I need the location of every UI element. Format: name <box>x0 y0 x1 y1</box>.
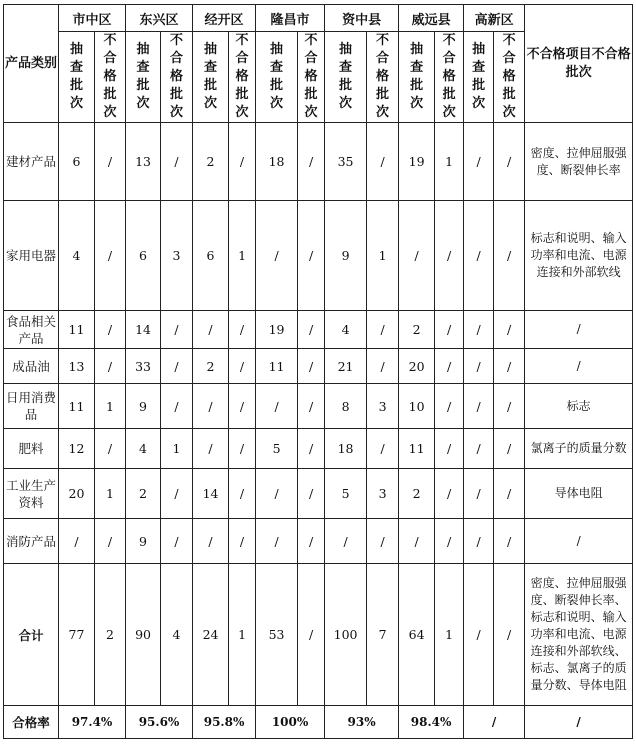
table-row <box>4 519 633 564</box>
value-cell: / <box>494 469 525 519</box>
category-cell: 食品相关产品 <box>4 311 59 349</box>
table-row <box>4 429 633 469</box>
failed-header-label: 不合格批次 <box>103 33 117 120</box>
value-cell: / <box>435 201 464 311</box>
value-cell: 11 <box>59 311 95 349</box>
value-cell: / <box>256 384 298 429</box>
value-cell: / <box>298 469 325 519</box>
checked-header-label: 抽查批次 <box>204 42 218 111</box>
value-cell: 19 <box>399 123 435 201</box>
value-cell: / <box>367 123 399 201</box>
category-cell: 消防产品 <box>4 519 59 564</box>
failed-header <box>229 32 256 123</box>
corner-header <box>4 5 59 123</box>
value-cell: / <box>256 469 298 519</box>
total-value-cell: 4 <box>161 564 193 706</box>
value-cell: 9 <box>126 384 161 429</box>
value-cell: / <box>464 469 494 519</box>
checked-header <box>256 32 298 123</box>
category-cell: 肥料 <box>4 429 59 469</box>
pass-rate-cell: 97.4% <box>59 706 126 739</box>
value-cell: / <box>95 201 126 311</box>
value-cell: 11 <box>399 429 435 469</box>
total-value-cell: 1 <box>229 564 256 706</box>
value-cell: 1 <box>161 429 193 469</box>
table-body <box>4 123 633 739</box>
value-cell: / <box>161 349 193 384</box>
pass-rate-label: 合格率 <box>4 706 59 739</box>
issues-cell: 标志 <box>525 384 633 429</box>
value-cell: 2 <box>399 469 435 519</box>
total-value-cell: 24 <box>193 564 229 706</box>
table-row <box>4 349 633 384</box>
value-cell: / <box>367 519 399 564</box>
checked-header-label: 抽查批次 <box>136 42 150 111</box>
checked-header <box>325 32 367 123</box>
failed-header <box>95 32 126 123</box>
failed-header-label: 不合格批次 <box>304 33 318 120</box>
value-cell: / <box>161 311 193 349</box>
value-cell: 18 <box>256 123 298 201</box>
total-value-cell: 64 <box>399 564 435 706</box>
value-cell: 2 <box>193 123 229 201</box>
value-cell: / <box>367 429 399 469</box>
district-header: 高新区 <box>464 5 525 32</box>
value-cell: 4 <box>126 429 161 469</box>
value-cell: / <box>435 469 464 519</box>
value-cell: / <box>325 519 367 564</box>
failed-header-label: 不合格批次 <box>376 33 390 120</box>
pass-rate-row <box>4 706 633 739</box>
issues-cell: 导体电阻 <box>525 469 633 519</box>
value-cell: / <box>494 429 525 469</box>
category-cell: 日用消费品 <box>4 384 59 429</box>
value-cell: 1 <box>95 384 126 429</box>
total-value-cell: 7 <box>367 564 399 706</box>
value-cell: 8 <box>325 384 367 429</box>
value-cell: / <box>494 201 525 311</box>
value-cell: 3 <box>367 384 399 429</box>
value-cell: 19 <box>256 311 298 349</box>
value-cell: / <box>494 384 525 429</box>
value-cell: 6 <box>126 201 161 311</box>
table-row <box>4 123 633 201</box>
district-header: 市中区 <box>59 5 126 32</box>
value-cell: / <box>95 429 126 469</box>
issues-cell: 密度、拉伸屈服强度、断裂伸长率 <box>525 123 633 201</box>
value-cell: / <box>298 201 325 311</box>
category-cell: 家用电器 <box>4 201 59 311</box>
district-header-row <box>4 5 633 32</box>
checked-header-label: 抽查批次 <box>472 42 486 111</box>
issues-cell: / <box>525 349 633 384</box>
value-cell: 11 <box>256 349 298 384</box>
value-cell: / <box>435 311 464 349</box>
category-cell: 成品油 <box>4 349 59 384</box>
total-value-cell: 53 <box>256 564 298 706</box>
checked-header-label: 抽查批次 <box>69 42 83 111</box>
value-cell: / <box>229 123 256 201</box>
value-cell: / <box>161 469 193 519</box>
issues-header-label: 不合格项目不合格批次 <box>526 46 631 80</box>
value-cell: / <box>298 123 325 201</box>
value-cell: / <box>464 429 494 469</box>
value-cell: 20 <box>399 349 435 384</box>
total-value-cell: / <box>298 564 325 706</box>
value-cell: / <box>494 311 525 349</box>
value-cell: 33 <box>126 349 161 384</box>
total-value-cell: 77 <box>59 564 95 706</box>
table-row <box>4 201 633 311</box>
value-cell: / <box>298 311 325 349</box>
value-cell: / <box>193 519 229 564</box>
value-cell: / <box>229 311 256 349</box>
pass-rate-cell: 95.6% <box>126 706 193 739</box>
table-row <box>4 311 633 349</box>
checked-header <box>126 32 161 123</box>
value-cell: 10 <box>399 384 435 429</box>
district-header: 隆昌市 <box>256 5 325 32</box>
value-cell: / <box>95 123 126 201</box>
district-header: 东兴区 <box>126 5 193 32</box>
value-cell: 2 <box>193 349 229 384</box>
value-cell: / <box>464 123 494 201</box>
value-cell: / <box>193 384 229 429</box>
total-label: 合计 <box>4 564 59 706</box>
value-cell: / <box>298 429 325 469</box>
value-cell: / <box>435 429 464 469</box>
value-cell: 1 <box>229 201 256 311</box>
value-cell: / <box>95 519 126 564</box>
total-issues-cell: 密度、拉伸屈服强度、断裂伸长率、标志和说明、输入功率和电流、电源连接和外部软线、标志、氯离子的质量分数、导体电阻 <box>525 564 633 706</box>
value-cell: 3 <box>367 469 399 519</box>
failed-header <box>161 32 193 123</box>
total-value-cell: 2 <box>95 564 126 706</box>
value-cell: 5 <box>325 469 367 519</box>
issues-cell: 氯离子的质量分数 <box>525 429 633 469</box>
value-cell: / <box>399 201 435 311</box>
pass-rate-cell: / <box>464 706 525 739</box>
issues-cell: / <box>525 519 633 564</box>
value-cell: / <box>256 519 298 564</box>
value-cell: 35 <box>325 123 367 201</box>
value-cell: 1 <box>367 201 399 311</box>
value-cell: / <box>95 311 126 349</box>
table-row <box>4 384 633 429</box>
value-cell: 14 <box>193 469 229 519</box>
category-cell: 建材产品 <box>4 123 59 201</box>
inspection-table <box>3 4 633 739</box>
value-cell: 18 <box>325 429 367 469</box>
failed-header-label: 不合格批次 <box>502 33 516 120</box>
value-cell: 9 <box>325 201 367 311</box>
issues-cell: / <box>525 311 633 349</box>
failed-header-label: 不合格批次 <box>170 33 184 120</box>
value-cell: / <box>161 384 193 429</box>
value-cell: / <box>161 123 193 201</box>
total-value-cell: / <box>464 564 494 706</box>
value-cell: / <box>256 201 298 311</box>
value-cell: / <box>298 519 325 564</box>
value-cell: 4 <box>59 201 95 311</box>
pass-rate-cell: 93% <box>325 706 399 739</box>
checked-header-label: 抽查批次 <box>410 42 424 111</box>
value-cell: / <box>399 519 435 564</box>
district-header: 经开区 <box>193 5 256 32</box>
value-cell: / <box>464 519 494 564</box>
value-cell: / <box>435 519 464 564</box>
district-header: 威远县 <box>399 5 464 32</box>
value-cell: 1 <box>435 123 464 201</box>
district-header: 资中县 <box>325 5 399 32</box>
issues-header <box>525 5 633 123</box>
value-cell: / <box>494 349 525 384</box>
value-cell: / <box>229 384 256 429</box>
failed-header-label: 不合格批次 <box>442 33 456 120</box>
table-row <box>4 469 633 519</box>
category-cell: 工业生产资料 <box>4 469 59 519</box>
value-cell: / <box>229 349 256 384</box>
failed-header-label: 不合格批次 <box>235 33 249 120</box>
value-cell: / <box>464 311 494 349</box>
value-cell: / <box>435 384 464 429</box>
value-cell: / <box>193 311 229 349</box>
checked-header <box>193 32 229 123</box>
value-cell: / <box>298 384 325 429</box>
checked-header <box>59 32 95 123</box>
total-row <box>4 564 633 706</box>
value-cell: 5 <box>256 429 298 469</box>
pass-rate-issues-cell: / <box>525 706 633 739</box>
issues-cell: 标志和说明、输入功率和电流、电源连接和外部软线 <box>525 201 633 311</box>
value-cell: 12 <box>59 429 95 469</box>
value-cell: 3 <box>161 201 193 311</box>
corner-label: 产品类别 <box>4 55 57 71</box>
value-cell: 1 <box>95 469 126 519</box>
value-cell: / <box>229 519 256 564</box>
value-cell: / <box>464 384 494 429</box>
failed-header <box>367 32 399 123</box>
value-cell: / <box>229 429 256 469</box>
value-cell: / <box>95 349 126 384</box>
value-cell: / <box>367 311 399 349</box>
value-cell: / <box>435 349 464 384</box>
value-cell: 6 <box>193 201 229 311</box>
checked-header-label: 抽查批次 <box>339 42 353 111</box>
pass-rate-cell: 98.4% <box>399 706 464 739</box>
value-cell: / <box>494 123 525 201</box>
checked-header <box>464 32 494 123</box>
value-cell: / <box>193 429 229 469</box>
failed-header <box>298 32 325 123</box>
value-cell: 13 <box>126 123 161 201</box>
pass-rate-cell: 95.8% <box>193 706 256 739</box>
failed-header <box>494 32 525 123</box>
checked-header-label: 抽查批次 <box>270 42 284 111</box>
value-cell: 9 <box>126 519 161 564</box>
value-cell: 14 <box>126 311 161 349</box>
value-cell: / <box>298 349 325 384</box>
failed-header <box>435 32 464 123</box>
value-cell: 6 <box>59 123 95 201</box>
pass-rate-cell: 100% <box>256 706 325 739</box>
value-cell: / <box>229 469 256 519</box>
value-cell: 11 <box>59 384 95 429</box>
value-cell: 21 <box>325 349 367 384</box>
value-cell: / <box>59 519 95 564</box>
value-cell: / <box>367 349 399 384</box>
value-cell: / <box>464 201 494 311</box>
checked-header <box>399 32 435 123</box>
total-value-cell: / <box>494 564 525 706</box>
value-cell: 2 <box>399 311 435 349</box>
value-cell: 2 <box>126 469 161 519</box>
total-value-cell: 100 <box>325 564 367 706</box>
total-value-cell: 1 <box>435 564 464 706</box>
value-cell: / <box>464 349 494 384</box>
value-cell: 4 <box>325 311 367 349</box>
value-cell: / <box>494 519 525 564</box>
value-cell: 13 <box>59 349 95 384</box>
value-cell: / <box>161 519 193 564</box>
total-value-cell: 90 <box>126 564 161 706</box>
value-cell: 20 <box>59 469 95 519</box>
